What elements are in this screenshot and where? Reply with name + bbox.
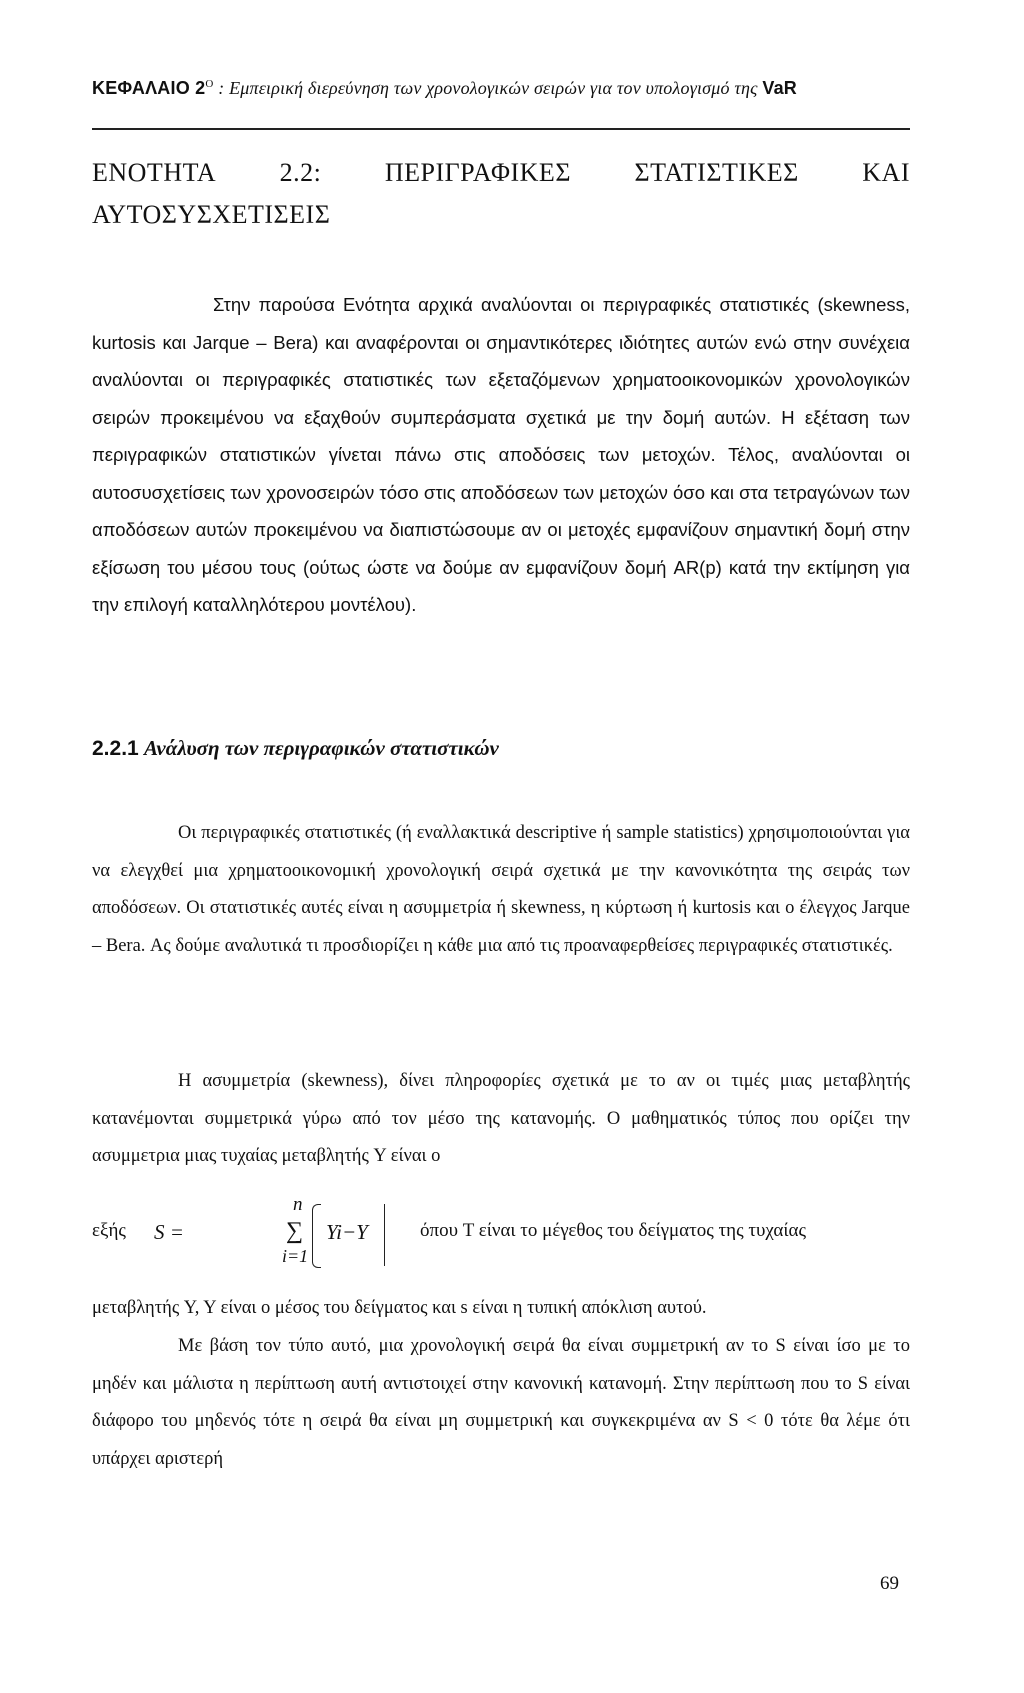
subsection-title: Ανάλυση των περιγραφικών στατιστικών xyxy=(143,736,499,760)
sigma-icon: ∑ xyxy=(286,1218,304,1244)
chapter-subtitle: : Εμπειρική διερεύνηση των χρονολογικών σειρών για τον υπολογισμό της xyxy=(218,78,758,98)
symmetry-paragraph: Με βάση τον τύπο αυτό, μια χρονολογική σειρά θα είναι συμμετρική αν το S είναι ίσο με το μηδέν και μάλιστα η περίπτωση αυτή αντιστοιχεί στην κανονική κατανομή. Στην περίπτωση που το S είναι διάφορο του μηδενός τότε η σειρά θα είναι μη συμμετρική και συγκεκριμένα αν S < 0 τότε θα λέμε ότι υπάρχει αριστερή xyxy=(92,1336,910,1469)
sum-upper-limit: n xyxy=(293,1194,303,1215)
sum-lower-limit: i=1 xyxy=(282,1246,309,1266)
running-header xyxy=(92,78,912,99)
section-title-line-2: ΑΥΤΟΣΥΣΧΕΤΙΣΕΙΣ xyxy=(92,200,331,229)
left-bracket xyxy=(312,1204,321,1268)
title-word: 2.2: xyxy=(279,158,322,187)
skewness-formula-row xyxy=(92,1194,910,1278)
section-title xyxy=(92,152,910,236)
formula-continuation: μεταβλητής Y, Y είναι ο μέσος του δείγματος και s είναι η τυπική απόκλιση αυτού. xyxy=(92,1298,707,1318)
title-word: ΠΕΡΙΓΡΑΦΙΚΕΣ xyxy=(384,158,571,187)
formula-explanation: όπου T είναι το μέγεθος του δείγματος της τυχαίας xyxy=(420,1220,806,1241)
chapter-label: ΚΕΦΑΛΑΙΟ 2 xyxy=(92,78,206,98)
subsection-number: 2.2.1 xyxy=(92,737,139,760)
formula-lead-text: εξής xyxy=(92,1220,126,1241)
page-number: 69 xyxy=(880,1573,899,1594)
subsection-heading xyxy=(92,736,499,761)
title-word: ΣΤΑΤΙΣΤΙΚΕΣ xyxy=(634,158,799,187)
chapter-tag: VaR xyxy=(762,78,797,98)
intro-paragraph: Στην παρούσα Ενότητα αρχικά αναλύονται οι περιγραφικές στατιστικές (skewness, kurtosis και Jarque – Bera) και αναφέρονται οι σημαντικότερες ιδιότητες αυτών ενώ στην συνέχεια αναλύονται οι περιγραφικές στατιστικές των εξεταζόμενων χρηματοοικονομικών χρονολογικών σειρών προκειμένου να εξαχθούν συμπεράσματα σχετικά με την δομή αυτών. Η εξέταση των περιγραφικών στατιστικών γίνεται πάνω στις αποδόσεις των μετοχών. Τέλος, αναλύονται οι αυτοσυσχετίσεις των χρονοσειρών τόσο στις αποδόσεων των μετοχών όσο και στα τετραγώνων των αποδόσεων αυτών προκειμένου να διαπιστώσουμε αν οι μετοχές εμφανίζουν σημαντική δομή στην εξίσωση του μέσου τους (ούτως ώστε να δούμε αν εμφανίζουν δομή AR(p) κατά την εκτίμηση για την επιλογή καταλληλότερου μοντέλου). xyxy=(92,294,910,615)
title-word: ΕΝΟΤΗΤΑ xyxy=(92,158,217,187)
right-bracket xyxy=(384,1204,385,1266)
descriptive-stats-paragraph: Οι περιγραφικές στατιστικές (ή εναλλακτικά descriptive ή sample statistics) χρησιμοποιούνται για να ελεγχθεί μια χρηματοοικονομική χρονολογική σειρά σχετικά με την κανονικότητα της σειράς των αποδόσεων. Οι στατιστικές αυτές είναι η ασυμμετρία ή skewness, η κύρτωση ή kurtosis και ο έλεγχος Jarque – Bera. Ας δούμε αναλυτικά τι προσδιορίζει η κάθε μια από τις προαναφερθείσες περιγραφικές στατιστικές. xyxy=(92,823,910,956)
header-divider xyxy=(92,128,910,130)
title-word: ΚΑΙ xyxy=(862,158,910,187)
skewness-formula xyxy=(154,1194,434,1278)
section-title-line-1 xyxy=(92,152,910,194)
chapter-superscript: Ο xyxy=(205,78,214,90)
formula-lhs: S = xyxy=(154,1220,184,1244)
skewness-paragraph: Η ασυμμετρία (skewness), δίνει πληροφορίες σχετικά με το αν οι τιμές μιας μεταβλητής κατανέμονται συμμετρικά γύρω από τον μέσο της κατανομής. Ο μαθηματικός τύπος που ορίζει την ασυμμετρια μιας τυχαίας μεταβλητής Y είναι ο xyxy=(92,1071,910,1166)
formula-summand: Yi−Y xyxy=(326,1220,368,1244)
